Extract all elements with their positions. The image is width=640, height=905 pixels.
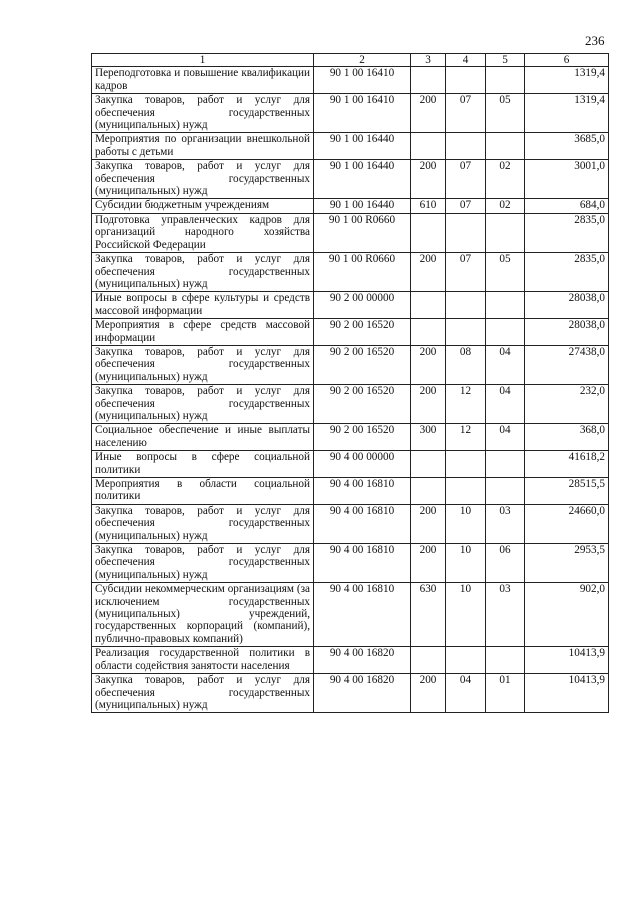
row-subsection-cell <box>486 67 525 94</box>
row-name-cell: Реализация государственной политики в области содействия занятости населения <box>92 647 314 674</box>
row-subsection-cell <box>486 292 525 319</box>
row-expense-type-cell <box>411 213 446 252</box>
row-expense-type-cell: 630 <box>411 583 446 647</box>
table-row <box>92 67 609 94</box>
row-csr-code-cell: 90 4 00 16810 <box>314 478 411 505</box>
row-name-cell: Закупка товаров, работ и услуг для обеспечения государственных (муниципальных) нужд <box>92 345 314 384</box>
row-expense-type-cell: 200 <box>411 345 446 384</box>
row-amount-cell: 10413,9 <box>525 674 609 713</box>
row-section-cell <box>446 213 486 252</box>
row-csr-code-cell: 90 4 00 16820 <box>314 674 411 713</box>
row-name-cell: Закупка товаров, работ и услуг для обеспечения государственных (муниципальных) нужд <box>92 385 314 424</box>
table-row <box>92 504 609 543</box>
row-expense-type-cell <box>411 319 446 346</box>
row-subsection-cell <box>486 478 525 505</box>
header-col-2: 2 <box>314 54 411 67</box>
row-section-cell <box>446 319 486 346</box>
header-col-4: 4 <box>446 54 486 67</box>
header-col-3: 3 <box>411 54 446 67</box>
row-section-cell: 10 <box>446 583 486 647</box>
row-amount-cell: 3685,0 <box>525 133 609 160</box>
row-subsection-cell <box>486 647 525 674</box>
row-csr-code-cell: 90 1 00 R0660 <box>314 213 411 252</box>
row-section-cell <box>446 478 486 505</box>
row-name-cell: Иные вопросы в сфере культуры и средств массовой информации <box>92 292 314 319</box>
row-csr-code-cell: 90 2 00 00000 <box>314 292 411 319</box>
row-section-cell: 12 <box>446 385 486 424</box>
row-amount-cell: 1319,4 <box>525 94 609 133</box>
header-col-1: 1 <box>92 54 314 67</box>
row-csr-code-cell: 90 1 00 R0660 <box>314 253 411 292</box>
row-section-cell: 04 <box>446 674 486 713</box>
row-name-cell: Закупка товаров, работ и услуг для обеспечения государственных (муниципальных) нужд <box>92 253 314 292</box>
row-name-cell: Социальное обеспечение и иные выплаты населению <box>92 424 314 451</box>
row-name-cell: Подготовка управленческих кадров для организаций народного хозяйства Российской Федерации <box>92 213 314 252</box>
table-header-row <box>92 54 609 67</box>
row-amount-cell: 28515,5 <box>525 478 609 505</box>
row-section-cell: 07 <box>446 199 486 213</box>
row-name-cell: Субсидии бюджетным учреждениям <box>92 199 314 213</box>
table-row <box>92 94 609 133</box>
header-col-5: 5 <box>486 54 525 67</box>
row-csr-code-cell: 90 2 00 16520 <box>314 424 411 451</box>
table-row <box>92 385 609 424</box>
row-csr-code-cell: 90 1 00 16410 <box>314 94 411 133</box>
row-section-cell: 07 <box>446 94 486 133</box>
row-expense-type-cell <box>411 478 446 505</box>
table-row <box>92 674 609 713</box>
row-name-cell: Переподготовка и повышение квалификации кадров <box>92 67 314 94</box>
row-subsection-cell: 04 <box>486 424 525 451</box>
row-csr-code-cell: 90 4 00 16820 <box>314 647 411 674</box>
row-subsection-cell <box>486 213 525 252</box>
row-expense-type-cell: 200 <box>411 253 446 292</box>
table-row <box>92 199 609 213</box>
row-expense-type-cell: 200 <box>411 504 446 543</box>
row-amount-cell: 2835,0 <box>525 253 609 292</box>
table-row <box>92 213 609 252</box>
row-amount-cell: 368,0 <box>525 424 609 451</box>
row-amount-cell: 2953,5 <box>525 544 609 583</box>
row-section-cell: 10 <box>446 544 486 583</box>
row-section-cell <box>446 292 486 319</box>
row-expense-type-cell <box>411 133 446 160</box>
row-csr-code-cell: 90 1 00 16410 <box>314 67 411 94</box>
row-name-cell: Мероприятия по организации внешкольной работы с детьми <box>92 133 314 160</box>
table-row <box>92 647 609 674</box>
row-csr-code-cell: 90 4 00 00000 <box>314 451 411 478</box>
row-expense-type-cell <box>411 647 446 674</box>
table-row <box>92 345 609 384</box>
row-amount-cell: 902,0 <box>525 583 609 647</box>
table-row <box>92 424 609 451</box>
table-row <box>92 451 609 478</box>
table-row <box>92 583 609 647</box>
row-csr-code-cell: 90 2 00 16520 <box>314 319 411 346</box>
table-row <box>92 544 609 583</box>
table-row <box>92 253 609 292</box>
table-row <box>92 160 609 199</box>
row-expense-type-cell: 200 <box>411 160 446 199</box>
table-row <box>92 133 609 160</box>
row-amount-cell: 684,0 <box>525 199 609 213</box>
row-section-cell: 10 <box>446 504 486 543</box>
row-subsection-cell: 04 <box>486 345 525 384</box>
row-subsection-cell: 03 <box>486 504 525 543</box>
row-subsection-cell <box>486 319 525 346</box>
row-expense-type-cell <box>411 292 446 319</box>
row-subsection-cell: 02 <box>486 199 525 213</box>
row-amount-cell: 41618,2 <box>525 451 609 478</box>
row-name-cell: Иные вопросы в сфере социальной политики <box>92 451 314 478</box>
row-csr-code-cell: 90 4 00 16810 <box>314 583 411 647</box>
row-amount-cell: 2835,0 <box>525 213 609 252</box>
row-subsection-cell: 05 <box>486 253 525 292</box>
row-subsection-cell: 04 <box>486 385 525 424</box>
row-section-cell: 07 <box>446 160 486 199</box>
row-expense-type-cell: 200 <box>411 544 446 583</box>
table-row <box>92 478 609 505</box>
row-section-cell <box>446 133 486 160</box>
row-amount-cell: 10413,9 <box>525 647 609 674</box>
row-subsection-cell: 06 <box>486 544 525 583</box>
row-name-cell: Закупка товаров, работ и услуг для обеспечения государственных (муниципальных) нужд <box>92 160 314 199</box>
row-csr-code-cell: 90 2 00 16520 <box>314 385 411 424</box>
row-csr-code-cell: 90 2 00 16520 <box>314 345 411 384</box>
row-amount-cell: 3001,0 <box>525 160 609 199</box>
row-name-cell: Закупка товаров, работ и услуг для обеспечения государственных (муниципальных) нужд <box>92 504 314 543</box>
page-number: 236 <box>585 33 605 48</box>
row-amount-cell: 1319,4 <box>525 67 609 94</box>
row-expense-type-cell: 200 <box>411 94 446 133</box>
row-name-cell: Мероприятия в сфере средств массовой информации <box>92 319 314 346</box>
row-subsection-cell: 02 <box>486 160 525 199</box>
header-col-6: 6 <box>525 54 609 67</box>
row-name-cell: Мероприятия в области социальной политики <box>92 478 314 505</box>
row-name-cell: Закупка товаров, работ и услуг для обеспечения государственных (муниципальных) нужд <box>92 674 314 713</box>
row-subsection-cell: 05 <box>486 94 525 133</box>
row-section-cell <box>446 67 486 94</box>
row-subsection-cell <box>486 451 525 478</box>
row-csr-code-cell: 90 4 00 16810 <box>314 544 411 583</box>
row-csr-code-cell: 90 1 00 16440 <box>314 160 411 199</box>
row-name-cell: Закупка товаров, работ и услуг для обеспечения государственных (муниципальных) нужд <box>92 544 314 583</box>
budget-table <box>91 53 609 713</box>
row-amount-cell: 232,0 <box>525 385 609 424</box>
table-row <box>92 292 609 319</box>
row-section-cell: 12 <box>446 424 486 451</box>
row-section-cell <box>446 451 486 478</box>
row-amount-cell: 27438,0 <box>525 345 609 384</box>
row-name-cell: Субсидии некоммерческим организациям (за исключением государственных (муниципальных) учреждений, государственных корпораций (компаний), публично-правовых компаний) <box>92 583 314 647</box>
row-expense-type-cell: 610 <box>411 199 446 213</box>
row-csr-code-cell: 90 1 00 16440 <box>314 199 411 213</box>
row-amount-cell: 28038,0 <box>525 292 609 319</box>
row-expense-type-cell: 200 <box>411 674 446 713</box>
row-name-cell: Закупка товаров, работ и услуг для обеспечения государственных (муниципальных) нужд <box>92 94 314 133</box>
row-expense-type-cell: 300 <box>411 424 446 451</box>
row-csr-code-cell: 90 4 00 16810 <box>314 504 411 543</box>
row-subsection-cell: 03 <box>486 583 525 647</box>
row-subsection-cell: 01 <box>486 674 525 713</box>
row-amount-cell: 24660,0 <box>525 504 609 543</box>
row-expense-type-cell <box>411 67 446 94</box>
row-expense-type-cell <box>411 451 446 478</box>
row-amount-cell: 28038,0 <box>525 319 609 346</box>
row-csr-code-cell: 90 1 00 16440 <box>314 133 411 160</box>
table-row <box>92 319 609 346</box>
row-expense-type-cell: 200 <box>411 385 446 424</box>
row-section-cell: 07 <box>446 253 486 292</box>
row-subsection-cell <box>486 133 525 160</box>
row-section-cell <box>446 647 486 674</box>
row-section-cell: 08 <box>446 345 486 384</box>
